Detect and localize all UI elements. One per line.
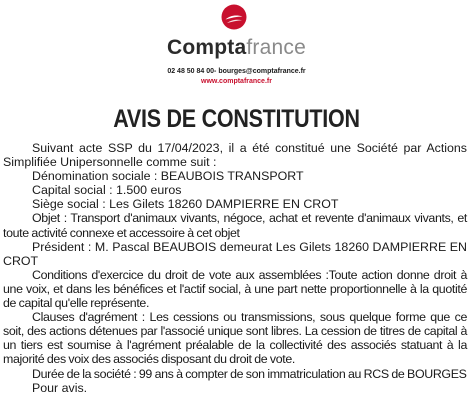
intro-paragraph: Suivant acte SSP du 17/04/2023, il a été constitué une Société par Actions Simplifiée Unipersonnelle comme suit : — [3, 141, 467, 170]
contact-line: 02 48 50 84 00- bourges@comptafrance.fr — [167, 68, 306, 75]
notice-title: AVIS DE CONSTITUTION — [113, 105, 360, 133]
closing-line: Pour avis. — [32, 380, 88, 395]
siege-line: Siège social : Les Gilets 18260 DAMPIERRE EN CROT — [32, 197, 339, 212]
brand-part-compta: Compta — [167, 36, 247, 59]
duree-line: Durée de la société : 99 ans à compter de son immatriculation au RCS de BOURGES — [32, 366, 467, 381]
brand-wordmark — [0, 36, 473, 60]
website-link: www.comptafrance.fr — [201, 78, 272, 85]
brand-part-france: france — [246, 36, 306, 59]
agrement-paragraph: Clauses d'agrément : Les cessions ou transmissions, sous quelque forme que ce soit, des actions détenues par l'associé unique sont libres. La cession de titres de capital à un tiers est soumise à l'agrément préalable de la collectivité des associés statuant à la majorité des voix des associés disposant du droit de vote. — [3, 310, 467, 367]
conditions-paragraph: Conditions d'exercice du droit de vote aux assemblées :Toute action donne droit à une voix, et dans les bénéfices et l'actif social, à une part nette proportionnelle à la quotité de capital qu'elle représente. — [3, 267, 467, 311]
compta-france-emblem-icon — [221, 4, 247, 30]
objet-paragraph: Objet : Transport d'animaux vivants, négoce, achat et revente d'animaux vivants, et toute activité connexe et accessoire à cet objet — [3, 211, 467, 240]
president-paragraph: Président : M. Pascal BEAUBOIS demeurat Les Gilets 18260 DAMPIERRE EN CROT — [3, 239, 467, 268]
notice-body — [3, 141, 467, 395]
denomination-line: Dénomination sociale : BEAUBOIS TRANSPORT — [32, 169, 304, 184]
comptafrance-logo-block — [0, 0, 473, 100]
capital-line: Capital social : 1.500 euros — [32, 183, 182, 198]
